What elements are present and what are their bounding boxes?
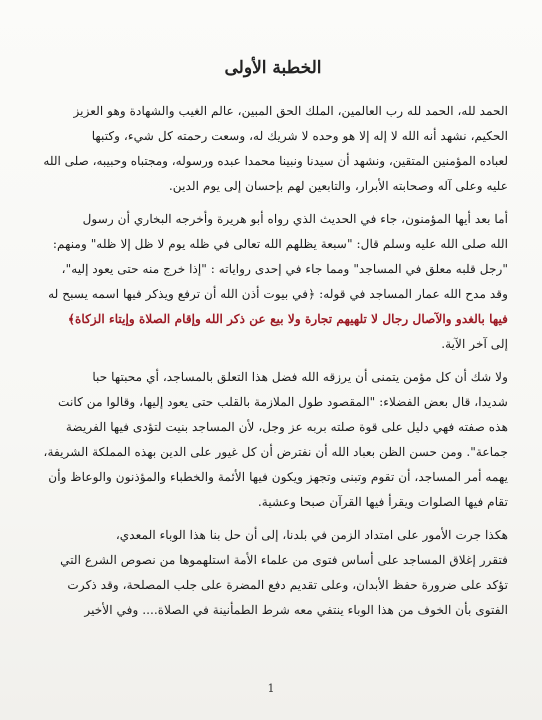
text-line: إلى آخر الآية. bbox=[441, 337, 508, 351]
text-line: الفتوى بأن الخوف من هذا الوباء ينتفي معه شرط الطمأنينة في الصلاة.... وفي الأخير bbox=[84, 603, 508, 617]
page-title: الخطبة الأولى bbox=[224, 58, 322, 78]
text-line: "رجل قلبه معلق في المساجد" ومما جاء في إحدى رواياته : "إذا خرج منه حتى يعود إليه"، bbox=[61, 262, 508, 276]
text-line: فتقرر إغلاق المساجد على أساس فتوى من علماء الأمة استلهموها من نصوص الشرع التي bbox=[60, 553, 508, 567]
page-number: 1 bbox=[267, 682, 275, 695]
verse-intro-line: وقد مدح الله عمار المساجد في قوله: ﴿في بيوت أذن الله أن ترفع ويذكر فيها اسمه يسبح له bbox=[48, 287, 508, 301]
text-line: هكذا جرت الأمور على امتداد الزمن في بلدنا، إلى أن حل بنا هذا الوباء المعدي، bbox=[115, 528, 508, 542]
text-line: تقام فيها الصلوات ويقرأ فيها القرآن صبحا وعشية. bbox=[257, 495, 508, 509]
text-line: الحكيم، نشهد أنه الله لا إله إلا هو وحده لا شريك له، وسعت رحمته كل شيء، وكتبها bbox=[91, 129, 508, 143]
text-line: عليه وعلى آله وصحابته الأبرار، والتابعين لهم بإحسان إلى يوم الدين. bbox=[168, 179, 508, 193]
text-line: الحمد لله، الحمد لله رب العالمين، الملك الحق المبين، عالم الغيب والشهادة وهو العزيز bbox=[73, 104, 508, 118]
text-line: الله صلى الله عليه وسلم قال: "سبعة يظلهم الله تعالى في ظله يوم لا ظل إلا ظله" ومنهم: bbox=[52, 237, 508, 251]
text-line: لعباده المؤمنين المتقين، ونشهد أن سيدنا ونبينا محمدا عبده ورسوله، ومجتباه وحبيبه، صلى الله bbox=[43, 154, 508, 168]
text-line: تؤكد على ضرورة حفظ الأبدان، وعلى تقديم دفع المضرة على جلب المصلحة، وقد ذكرت bbox=[67, 578, 508, 592]
text-line: يهمه أمر المساجد، أن تقوم وتبنى وتجهز ويكون فيها الأئمة والخطباء والمؤذنون والوعاظ وأن bbox=[48, 470, 508, 484]
text-line: شديدا، قال بعض الفضلاء: "المقصود طول الملازمة بالقلب حتى يعود إليها، وقالوا من كانت bbox=[58, 395, 508, 409]
verse-line: فيها بالغدو والآصال رجال لا تلهيهم تجارة ولا بيع عن ذكر الله وإقام الصلاة وإيتاء الزكاة﴾ bbox=[67, 312, 508, 326]
hadith-line bbox=[38, 233, 508, 255]
text-line: هذه صفته فهي دليل على قوة صلته بربه عز وجل، لأن المساجد بنيت لتؤدى فيها الفريضة bbox=[65, 420, 508, 434]
text-line: ولا شك أن كل مؤمن يتمنى أن يرزقه الله فضل هذا التعلق بالمساجد، أي محبتها حبا bbox=[92, 370, 508, 384]
text-line: أما بعد أيها المؤمنون، جاء في الحديث الذي رواه أبو هريرة وأخرجه البخاري أن رسول bbox=[82, 212, 508, 226]
text-line: جماعة". ومن حسن الظن بعباد الله أن نفترض أن كل غيور على الدين بهذه المملكة الشريفة، bbox=[43, 445, 508, 459]
